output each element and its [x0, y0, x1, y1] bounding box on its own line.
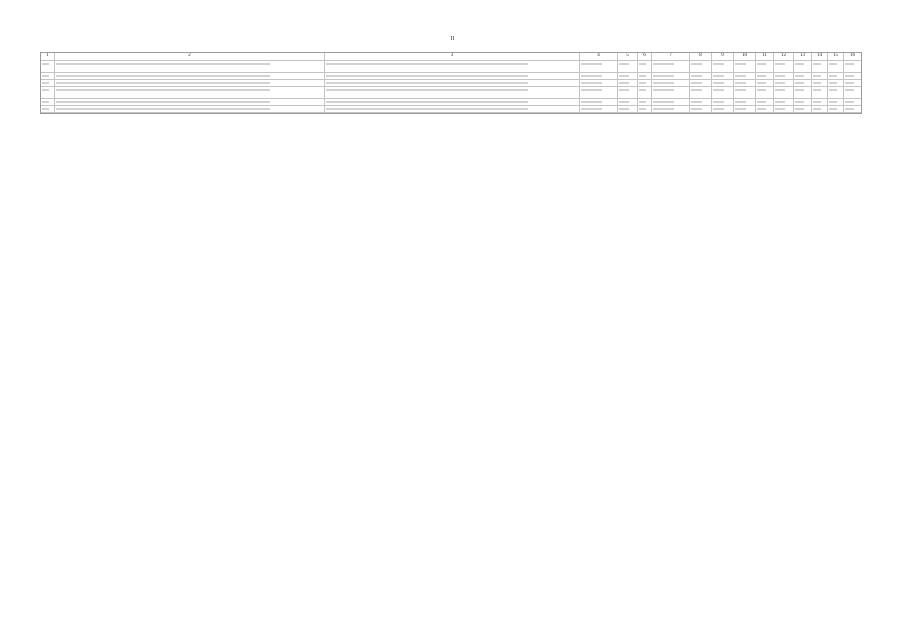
cell-placeholder [619, 75, 629, 77]
table-cell [844, 73, 861, 80]
table-cell [712, 106, 734, 113]
table-cell [41, 73, 55, 80]
cell-placeholder [813, 63, 821, 65]
table-cell [774, 99, 794, 106]
cell-placeholder [619, 63, 629, 65]
cell-placeholder [56, 82, 270, 84]
cell-placeholder [639, 89, 646, 91]
cell-placeholder [757, 75, 766, 77]
cell-placeholder [326, 101, 528, 103]
cell-placeholder [735, 101, 746, 103]
cell-placeholder [829, 89, 837, 91]
table-cell [812, 87, 828, 99]
column-header: 15 [828, 53, 844, 61]
cell-placeholder [581, 101, 602, 103]
column-header: 1 [41, 53, 55, 61]
table-cell [618, 61, 638, 73]
cell-placeholder [757, 82, 766, 84]
table-cell [325, 73, 580, 80]
table-cell [756, 99, 774, 106]
cell-placeholder [42, 82, 49, 84]
table-cell [828, 99, 844, 106]
cell-placeholder [829, 63, 837, 65]
table-cell [844, 61, 861, 73]
table-cell [652, 99, 690, 106]
cell-placeholder [639, 101, 646, 103]
cell-placeholder [581, 82, 602, 84]
cell-placeholder [795, 63, 804, 65]
table-cell [690, 80, 712, 87]
cell-placeholder [42, 89, 49, 91]
column-number-header [41, 53, 861, 61]
table-cell [55, 87, 325, 99]
cell-placeholder [757, 101, 766, 103]
cell-placeholder [639, 63, 646, 65]
table-cell [652, 61, 690, 73]
table-cell [828, 80, 844, 87]
page-number: II [450, 36, 455, 42]
cell-placeholder [795, 101, 804, 103]
table-cell [41, 99, 55, 106]
table-row [41, 73, 861, 80]
table-cell [638, 106, 652, 113]
table-row [41, 99, 861, 106]
cell-placeholder [653, 82, 674, 84]
table-cell [325, 106, 580, 113]
table-cell [812, 80, 828, 87]
cell-placeholder [735, 89, 746, 91]
table-cell [580, 99, 618, 106]
table-cell [55, 61, 325, 73]
column-header: 13 [794, 53, 812, 61]
cell-placeholder [845, 82, 854, 84]
cell-placeholder [775, 89, 785, 91]
table-cell [652, 87, 690, 99]
table-cell [55, 73, 325, 80]
cell-placeholder [713, 89, 724, 91]
cell-placeholder [813, 82, 821, 84]
column-header: 12 [774, 53, 794, 61]
table-cell [828, 106, 844, 113]
table-cell [794, 73, 812, 80]
cell-placeholder [735, 75, 746, 77]
cell-placeholder [713, 101, 724, 103]
table-cell [794, 80, 812, 87]
cell-placeholder [326, 63, 528, 65]
table-row [41, 106, 861, 113]
cell-placeholder [581, 108, 602, 110]
cell-placeholder [653, 63, 674, 65]
table-cell [828, 73, 844, 80]
cell-placeholder [691, 82, 702, 84]
cell-placeholder [691, 75, 702, 77]
cell-placeholder [653, 75, 674, 77]
table-cell [638, 61, 652, 73]
cell-placeholder [795, 82, 804, 84]
cell-placeholder [56, 89, 270, 91]
table-cell [794, 87, 812, 99]
cell-placeholder [581, 63, 602, 65]
cell-placeholder [653, 108, 674, 110]
cell-placeholder [619, 82, 629, 84]
table-cell [580, 61, 618, 73]
cell-placeholder [713, 82, 724, 84]
cell-placeholder [56, 63, 270, 65]
table-cell [712, 80, 734, 87]
column-header: 4 [580, 53, 618, 61]
cell-placeholder [42, 108, 49, 110]
table-cell [794, 106, 812, 113]
table-cell [41, 61, 55, 73]
table-cell [774, 80, 794, 87]
cell-placeholder [42, 101, 49, 103]
cell-placeholder [56, 108, 270, 110]
table-cell [618, 80, 638, 87]
table-cell [828, 61, 844, 73]
table-cell [734, 80, 756, 87]
table-cell [734, 87, 756, 99]
cell-placeholder [829, 75, 837, 77]
table-cell [638, 80, 652, 87]
cell-placeholder [653, 89, 674, 91]
cell-placeholder [713, 108, 724, 110]
cell-placeholder [757, 108, 766, 110]
cell-placeholder [735, 82, 746, 84]
table-cell [812, 61, 828, 73]
table-cell [734, 106, 756, 113]
table-cell [812, 73, 828, 80]
column-header: 6 [638, 53, 652, 61]
cell-placeholder [845, 89, 854, 91]
table-cell [774, 87, 794, 99]
cell-placeholder [691, 89, 702, 91]
cell-placeholder [795, 89, 804, 91]
cell-placeholder [775, 63, 785, 65]
cell-placeholder [639, 75, 646, 77]
cell-placeholder [691, 108, 702, 110]
table-cell [618, 73, 638, 80]
table-cell [756, 61, 774, 73]
cell-placeholder [795, 108, 804, 110]
table-cell [690, 106, 712, 113]
table-cell [638, 73, 652, 80]
cell-placeholder [845, 75, 854, 77]
table-cell [844, 80, 861, 87]
cell-placeholder [326, 108, 528, 110]
cell-placeholder [42, 63, 49, 65]
table-cell [712, 73, 734, 80]
cell-placeholder [813, 89, 821, 91]
table-cell [55, 80, 325, 87]
cell-placeholder [775, 82, 785, 84]
cell-placeholder [713, 75, 724, 77]
cell-placeholder [581, 89, 602, 91]
table-cell [55, 106, 325, 113]
cell-placeholder [56, 101, 270, 103]
table-cell [712, 99, 734, 106]
table-cell [712, 61, 734, 73]
table-cell [812, 106, 828, 113]
table-cell [41, 106, 55, 113]
cell-placeholder [813, 75, 821, 77]
table-cell [774, 106, 794, 113]
cell-placeholder [775, 75, 785, 77]
table-cell [774, 61, 794, 73]
cell-placeholder [735, 108, 746, 110]
table-cell [756, 80, 774, 87]
table-cell [580, 87, 618, 99]
cell-placeholder [691, 63, 702, 65]
table-row [41, 80, 861, 87]
table-row [41, 87, 861, 99]
table-cell [734, 73, 756, 80]
column-header: 3 [325, 53, 580, 61]
column-header: 10 [734, 53, 756, 61]
cell-placeholder [829, 82, 837, 84]
cell-placeholder [813, 101, 821, 103]
cell-placeholder [639, 82, 646, 84]
table-cell [652, 80, 690, 87]
table-cell [756, 73, 774, 80]
cell-placeholder [757, 63, 766, 65]
table-cell [325, 61, 580, 73]
cell-placeholder [829, 108, 837, 110]
table-cell [774, 73, 794, 80]
cell-placeholder [42, 75, 49, 77]
table-cell [41, 87, 55, 99]
cell-placeholder [619, 108, 629, 110]
table-cell [844, 87, 861, 99]
cell-placeholder [775, 101, 785, 103]
cell-placeholder [813, 108, 821, 110]
column-header: 9 [712, 53, 734, 61]
table-cell [756, 87, 774, 99]
cell-placeholder [619, 89, 629, 91]
cell-placeholder [845, 101, 854, 103]
table-cell [580, 80, 618, 87]
cell-placeholder [691, 101, 702, 103]
table-row [41, 61, 861, 73]
table-cell [690, 73, 712, 80]
cell-placeholder [845, 108, 854, 110]
table-cell [844, 99, 861, 106]
table-cell [794, 61, 812, 73]
column-header: 5 [618, 53, 638, 61]
table-cell [828, 87, 844, 99]
column-header: 16 [844, 53, 861, 61]
cell-placeholder [829, 101, 837, 103]
cell-placeholder [653, 101, 674, 103]
table-body [41, 61, 861, 113]
table-cell [325, 80, 580, 87]
table-cell [638, 99, 652, 106]
cell-placeholder [56, 75, 270, 77]
cell-placeholder [795, 75, 804, 77]
table-cell [618, 106, 638, 113]
table-cell [794, 99, 812, 106]
table-cell [652, 73, 690, 80]
cell-placeholder [713, 63, 724, 65]
table-cell [690, 61, 712, 73]
column-header: 14 [812, 53, 828, 61]
table-cell [618, 87, 638, 99]
table-cell [734, 61, 756, 73]
cell-placeholder [845, 63, 854, 65]
cell-placeholder [775, 108, 785, 110]
table-cell [712, 87, 734, 99]
column-header: 2 [55, 53, 325, 61]
table-cell [756, 106, 774, 113]
table-cell [652, 106, 690, 113]
table-cell [618, 99, 638, 106]
cell-placeholder [735, 63, 746, 65]
table-cell [580, 73, 618, 80]
table-cell [41, 80, 55, 87]
cell-placeholder [326, 75, 528, 77]
cell-placeholder [619, 101, 629, 103]
column-header: 7 [652, 53, 690, 61]
table-cell [690, 87, 712, 99]
table-cell [325, 99, 580, 106]
cell-placeholder [639, 108, 646, 110]
table-cell [325, 87, 580, 99]
cell-placeholder [326, 82, 528, 84]
cell-placeholder [757, 89, 766, 91]
column-header: 11 [756, 53, 774, 61]
data-table [40, 52, 862, 114]
table-cell [812, 99, 828, 106]
table-cell [580, 106, 618, 113]
table-cell [734, 99, 756, 106]
cell-placeholder [326, 89, 528, 91]
table-cell [690, 99, 712, 106]
table-cell [638, 87, 652, 99]
cell-placeholder [581, 75, 602, 77]
table-cell [55, 99, 325, 106]
column-header: 8 [690, 53, 712, 61]
table-cell [844, 106, 861, 113]
